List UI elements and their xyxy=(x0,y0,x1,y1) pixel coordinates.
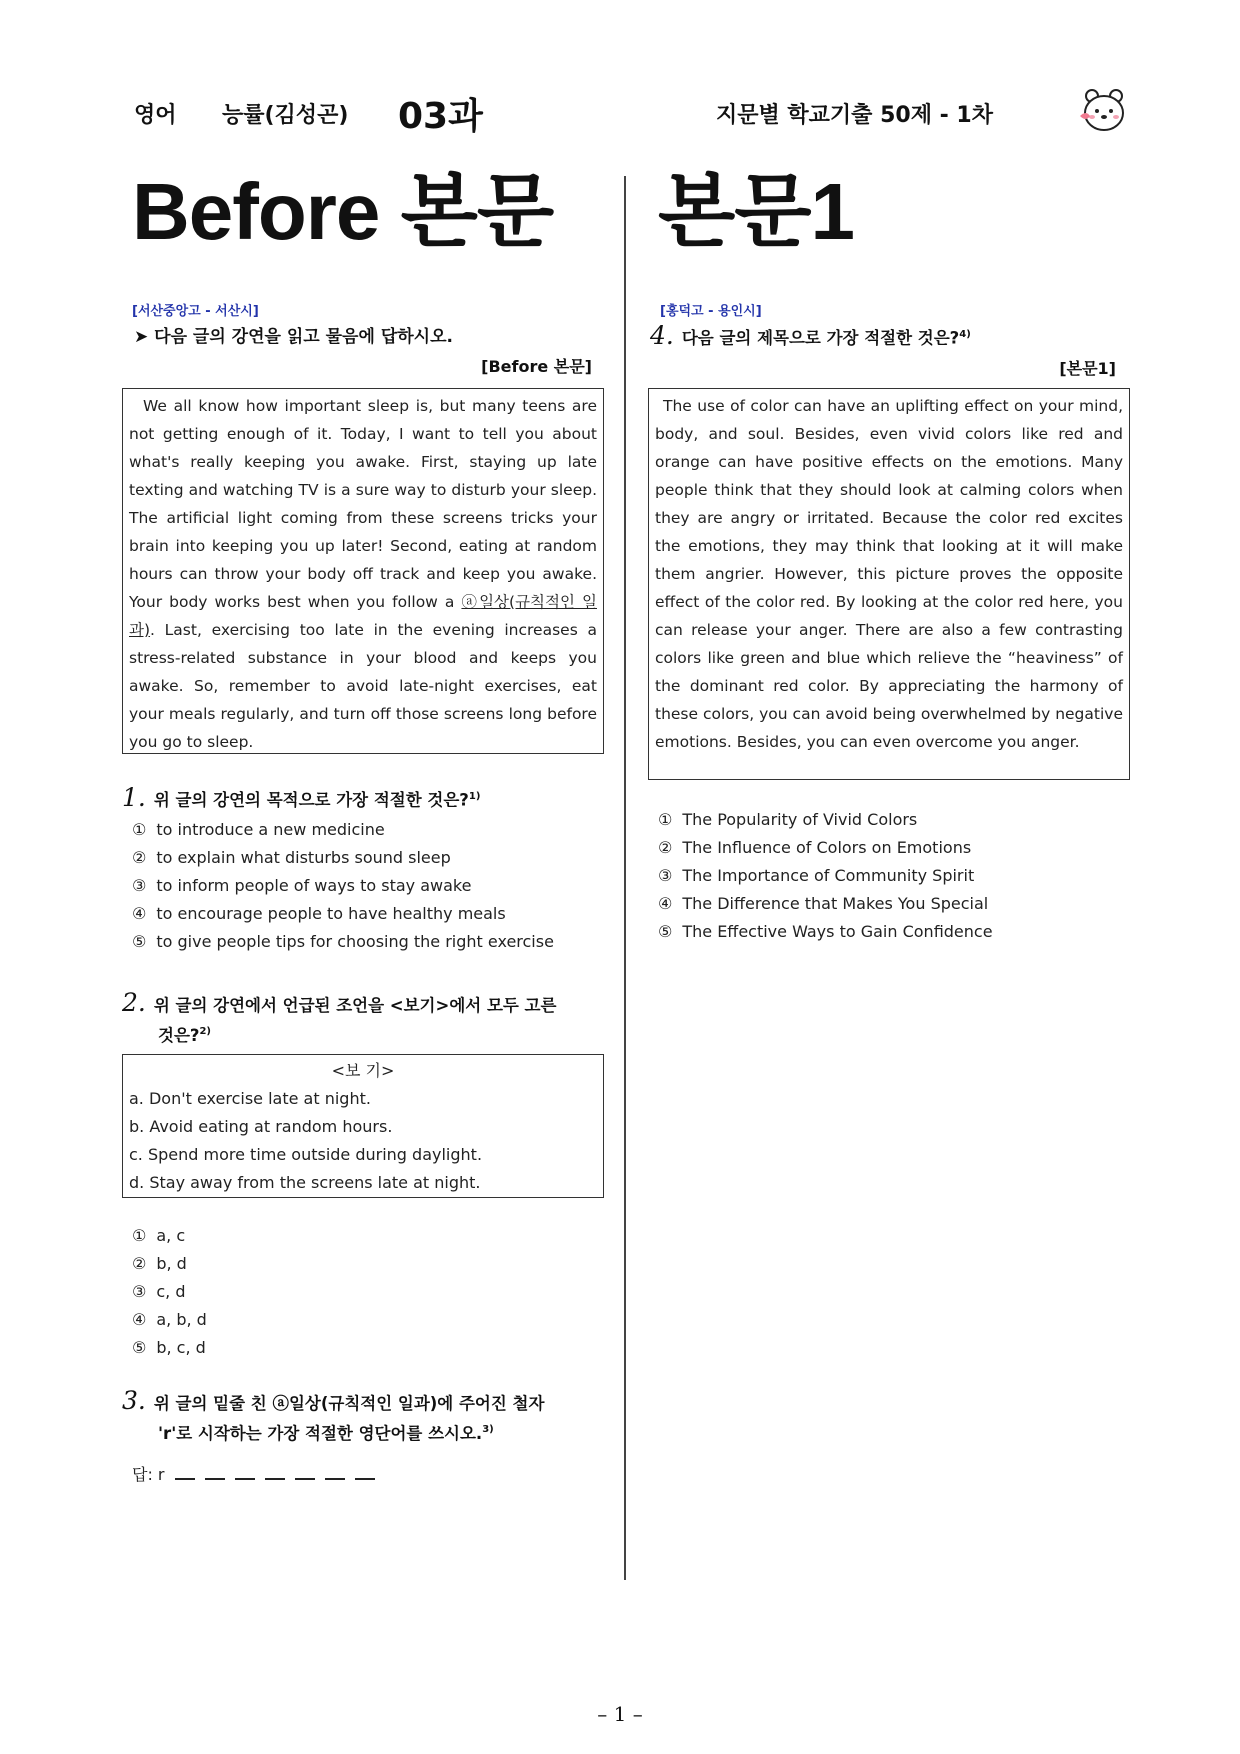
bogi-item: d. Stay away from the screens late at night. xyxy=(129,1173,481,1192)
option-mark: ⑤ xyxy=(658,922,673,941)
question-4-number: 4. xyxy=(650,320,674,350)
answer-label: 답: r xyxy=(132,1465,165,1484)
answer-blank[interactable] xyxy=(235,1464,255,1480)
option-text: to give people tips for choosing the right exercise xyxy=(156,932,554,951)
right-passage-box xyxy=(648,388,1130,780)
option-mark: ④ xyxy=(658,894,673,913)
bogi-item: b. Avoid eating at random hours. xyxy=(129,1117,393,1136)
left-passage-underlined: ⓐ일상(규칙적인 일과) xyxy=(129,593,597,639)
option-mark: ② xyxy=(658,838,673,857)
left-passage-part2: . Last, exercising too late in the evening increases a stress-related substance in your blood and keeps you awake. So, remember to avoid late-night exercises, eat your meals regularly, and turn off those screens long before you go to sleep. xyxy=(129,621,597,751)
bogi-item: c. Spend more time outside during daylight. xyxy=(129,1145,483,1164)
answer-blank[interactable] xyxy=(175,1464,195,1480)
option-text: a, b, d xyxy=(156,1310,207,1329)
question-2-options xyxy=(132,1222,207,1362)
left-passage xyxy=(129,392,597,756)
option[interactable] xyxy=(658,918,993,946)
question-2-text-line2: 것은? xyxy=(158,1025,200,1045)
option[interactable] xyxy=(132,1278,207,1306)
question-4-footnote: 4) xyxy=(959,329,971,340)
answer-blank[interactable] xyxy=(205,1464,225,1480)
option[interactable] xyxy=(658,834,993,862)
option[interactable] xyxy=(132,1250,207,1278)
question-1-options xyxy=(132,816,554,956)
option-mark: ① xyxy=(658,810,673,829)
question-1-number: 1. xyxy=(122,782,146,812)
question-3 xyxy=(122,1388,622,1447)
right-source-label: [홍덕고 - 용인시] xyxy=(660,304,762,319)
right-passage-label: [본문1] xyxy=(1059,359,1116,378)
question-3-text-line1: 위 글의 밑줄 친 ⓐ일상(규칙적인 일과)에 주어진 철자 xyxy=(153,1394,545,1413)
option[interactable] xyxy=(132,844,554,872)
option-mark: ⑤ xyxy=(132,1338,147,1357)
option[interactable] xyxy=(132,900,554,928)
question-2 xyxy=(122,990,612,1049)
option-text: The Importance of Community Spirit xyxy=(682,866,975,885)
answer-blank[interactable] xyxy=(325,1464,345,1480)
question-4-text: 다음 글의 제목으로 가장 적절한 것은? xyxy=(681,328,960,348)
publisher-label: 능률(김성곤) xyxy=(222,103,349,128)
bogi-box xyxy=(122,1054,604,1198)
series-label: 지문별 학교기출 50제 - 1차 xyxy=(716,103,993,128)
bear-mascot-icon xyxy=(1078,86,1130,136)
left-passage-part1: We all know how important sleep is, but many teens are not getting enough of it. Today, I want to tell you about what's really keeping you awake. First, staying up late texting and watching TV is a sure way to disturb your sleep. The artificial light coming from these screens tricks your brain into keeping you up later! Second, eating at random hours can throw your body off track and keep you awake. Your body works best when you follow a xyxy=(129,397,597,611)
option-mark: ③ xyxy=(132,876,147,895)
option-mark: ③ xyxy=(658,866,673,885)
question-1 xyxy=(122,784,612,814)
option[interactable] xyxy=(132,1222,207,1250)
option[interactable] xyxy=(132,928,554,956)
option-text: The Effective Ways to Gain Confidence xyxy=(682,922,993,941)
bogi-title: <보 기> xyxy=(331,1061,395,1080)
option-text: c, d xyxy=(156,1282,186,1301)
option-text: a, c xyxy=(156,1226,186,1245)
option-mark: ④ xyxy=(132,904,147,923)
option-mark: ① xyxy=(132,820,147,839)
answer-blank[interactable] xyxy=(355,1464,375,1480)
left-passage-box xyxy=(122,388,604,754)
question-3-number: 3. xyxy=(122,1386,146,1415)
question-2-footnote: 2) xyxy=(199,1026,211,1037)
subject-label: 영어 xyxy=(134,103,177,128)
column-divider xyxy=(624,176,626,1580)
option[interactable] xyxy=(132,1306,207,1334)
question-3-footnote: 3) xyxy=(482,1424,494,1435)
option[interactable] xyxy=(132,872,554,900)
option[interactable] xyxy=(132,1334,207,1362)
option-text: The Difference that Makes You Special xyxy=(682,894,989,913)
page-number: – 1 – xyxy=(597,1702,643,1726)
option-text: b, c, d xyxy=(156,1338,206,1357)
left-passage-label: [Before 본문] xyxy=(481,357,592,376)
answer-blank[interactable] xyxy=(265,1464,285,1480)
option-text: The Popularity of Vivid Colors xyxy=(682,810,918,829)
option-mark: ② xyxy=(132,848,147,867)
answer-blank[interactable] xyxy=(295,1464,315,1480)
option-text: to inform people of ways to stay awake xyxy=(156,876,472,895)
question-2-number: 2. xyxy=(122,988,146,1017)
option-mark: ④ xyxy=(132,1310,147,1329)
option[interactable] xyxy=(132,816,554,844)
right-column-title: 본문1 xyxy=(658,167,855,256)
question-2-text-line1: 위 글의 강연에서 언급된 조언을 <보기>에서 모두 고른 xyxy=(153,996,557,1015)
question-1-text: 위 글의 강연의 목적으로 가장 적절한 것은? xyxy=(153,790,469,810)
question-4-options xyxy=(658,806,993,946)
question-4 xyxy=(650,322,1150,352)
option-mark: ② xyxy=(132,1254,147,1273)
bogi-item: a. Don't exercise late at night. xyxy=(129,1089,371,1108)
option-text: The Influence of Colors on Emotions xyxy=(682,838,972,857)
option-text: to encourage people to have healthy meals xyxy=(156,904,506,923)
option-mark: ③ xyxy=(132,1282,147,1301)
left-instruction: ➤ 다음 글의 강연을 읽고 물음에 답하시오. xyxy=(134,327,453,347)
option[interactable] xyxy=(658,862,993,890)
answer-line xyxy=(132,1462,375,1485)
lesson-label: 03과 xyxy=(398,96,483,137)
option[interactable] xyxy=(658,890,993,918)
right-passage: The use of color can have an uplifting effect on your mind, body, and soul. Besides, even vivid colors like red and orange can have positive effects on the emotions. Many people think that they should look at calming colors when they are angry or irritated. Because the color red excites the emotions, they may think that looking at it will make them angrier. However, this picture proves the opposite effect of the color red. By looking at the color red here, you can release your anger. There are also a few contrasting colors like green and blue which relieve the “heaviness” of the dominant red color. By appreciating the harmony of these colors, you can avoid being overwhelmed by negative emotions. Besides, you can even overcome you anger. xyxy=(655,397,1123,751)
question-1-footnote: 1) xyxy=(468,791,481,802)
option[interactable] xyxy=(658,806,993,834)
left-source-label: [서산중앙고 - 서산시] xyxy=(132,304,259,319)
left-column-title: Before 본문 xyxy=(132,167,554,256)
option-mark: ⑤ xyxy=(132,932,147,951)
question-3-text-line2: 'r'로 시작하는 가장 적절한 영단어를 쓰시오. xyxy=(158,1423,483,1443)
option-text: b, d xyxy=(156,1254,187,1273)
option-mark: ① xyxy=(132,1226,147,1245)
option-text: to explain what disturbs sound sleep xyxy=(156,848,451,867)
option-text: to introduce a new medicine xyxy=(156,820,385,839)
